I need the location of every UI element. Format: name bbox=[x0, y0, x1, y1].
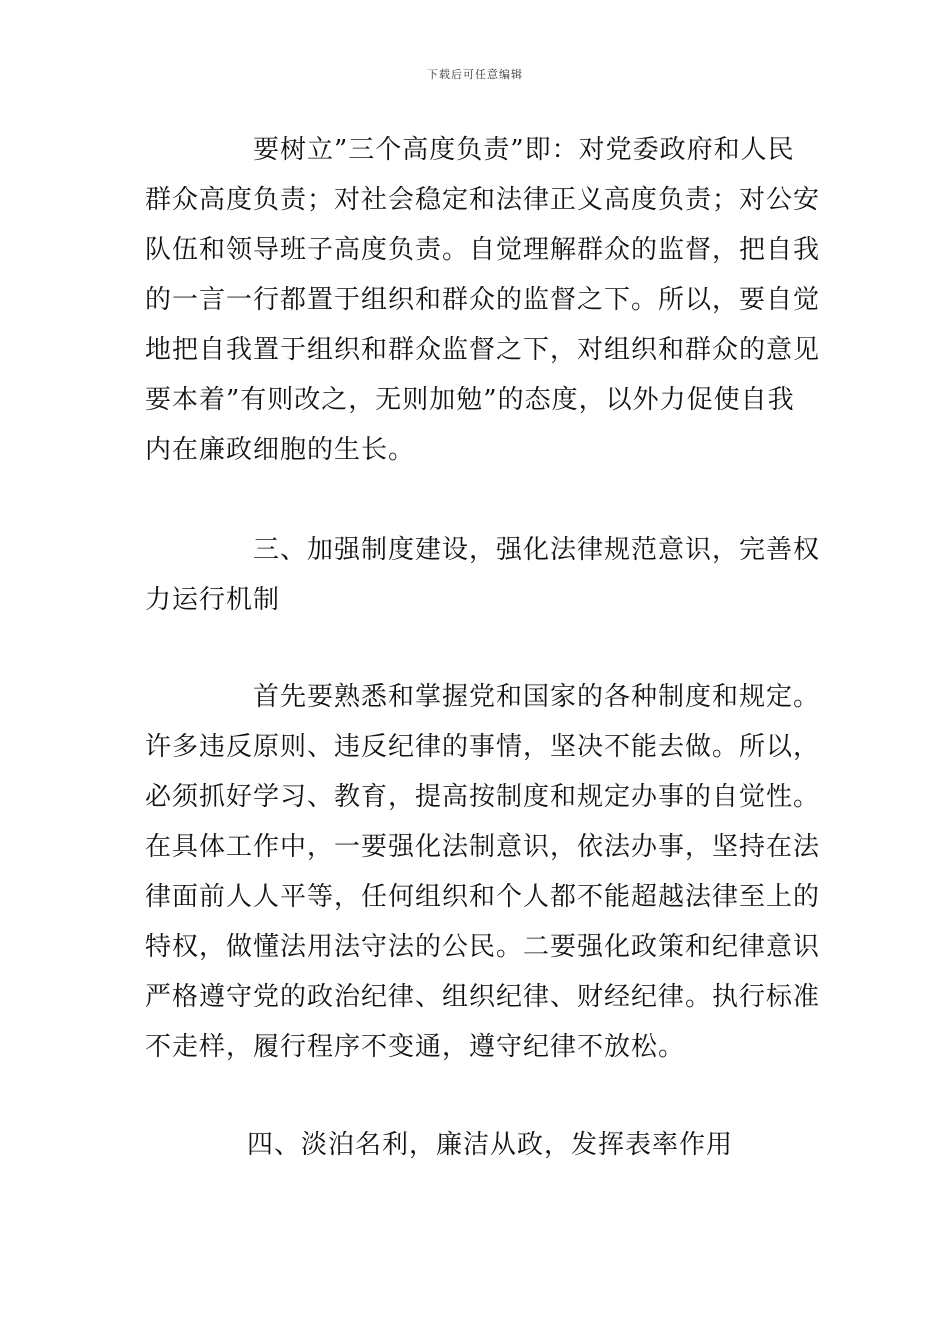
paragraph-regulations bbox=[145, 672, 821, 1072]
text-line: 许多违反原则、违反纪律的事情，坚决不能去做。所以， bbox=[145, 732, 821, 762]
page-header-note: 下载后可任意编辑 bbox=[427, 68, 523, 81]
text-line: 特权，做懂法用法守法的公民。二要强化政策和纪律意识 bbox=[145, 932, 821, 962]
heading-line: 四、淡泊名利，廉洁从政，发挥表率作用 bbox=[247, 1130, 734, 1160]
section-heading-four bbox=[145, 1120, 805, 1170]
text-line: 必须抓好学习、教育，提高按制度和规定办事的自觉性。 bbox=[145, 782, 821, 812]
text-line: 群众高度负责；对社会稳定和法律正义高度负责；对公安 bbox=[145, 185, 821, 215]
heading-line: 三、加强制度建设，强化法律规范意识，完善权 bbox=[253, 535, 821, 565]
text-line: 地把自我置于组织和群众监督之下，对组织和群众的意见 bbox=[145, 335, 821, 365]
text-line: 首先要熟悉和掌握党和国家的各种制度和规定。 bbox=[253, 682, 821, 712]
paragraph-supervision bbox=[145, 125, 821, 475]
text-line: 队伍和领导班子高度负责。自觉理解群众的监督，把自我 bbox=[145, 235, 821, 265]
section-heading-three bbox=[145, 525, 821, 625]
text-line: 要本着”有则改之，无则加勉”的态度，以外力促使自我 bbox=[145, 385, 795, 415]
text-line: 内在廉政细胞的生长。 bbox=[145, 435, 416, 465]
text-line: 要树立”三个高度负责”即：对党委政府和人民 bbox=[253, 135, 795, 165]
text-line: 不走样，履行程序不变通，遵守纪律不放松。 bbox=[145, 1032, 686, 1062]
heading-line: 力运行机制 bbox=[145, 585, 281, 615]
text-line: 的一言一行都置于组织和群众的监督之下。所以，要自觉 bbox=[145, 285, 821, 315]
text-line: 严格遵守党的政治纪律、组织纪律、财经纪律。执行标准 bbox=[145, 982, 821, 1012]
text-line: 律面前人人平等，任何组织和个人都不能超越法律至上的 bbox=[145, 882, 821, 912]
text-line: 在具体工作中，一要强化法制意识，依法办事，坚持在法 bbox=[145, 832, 821, 862]
